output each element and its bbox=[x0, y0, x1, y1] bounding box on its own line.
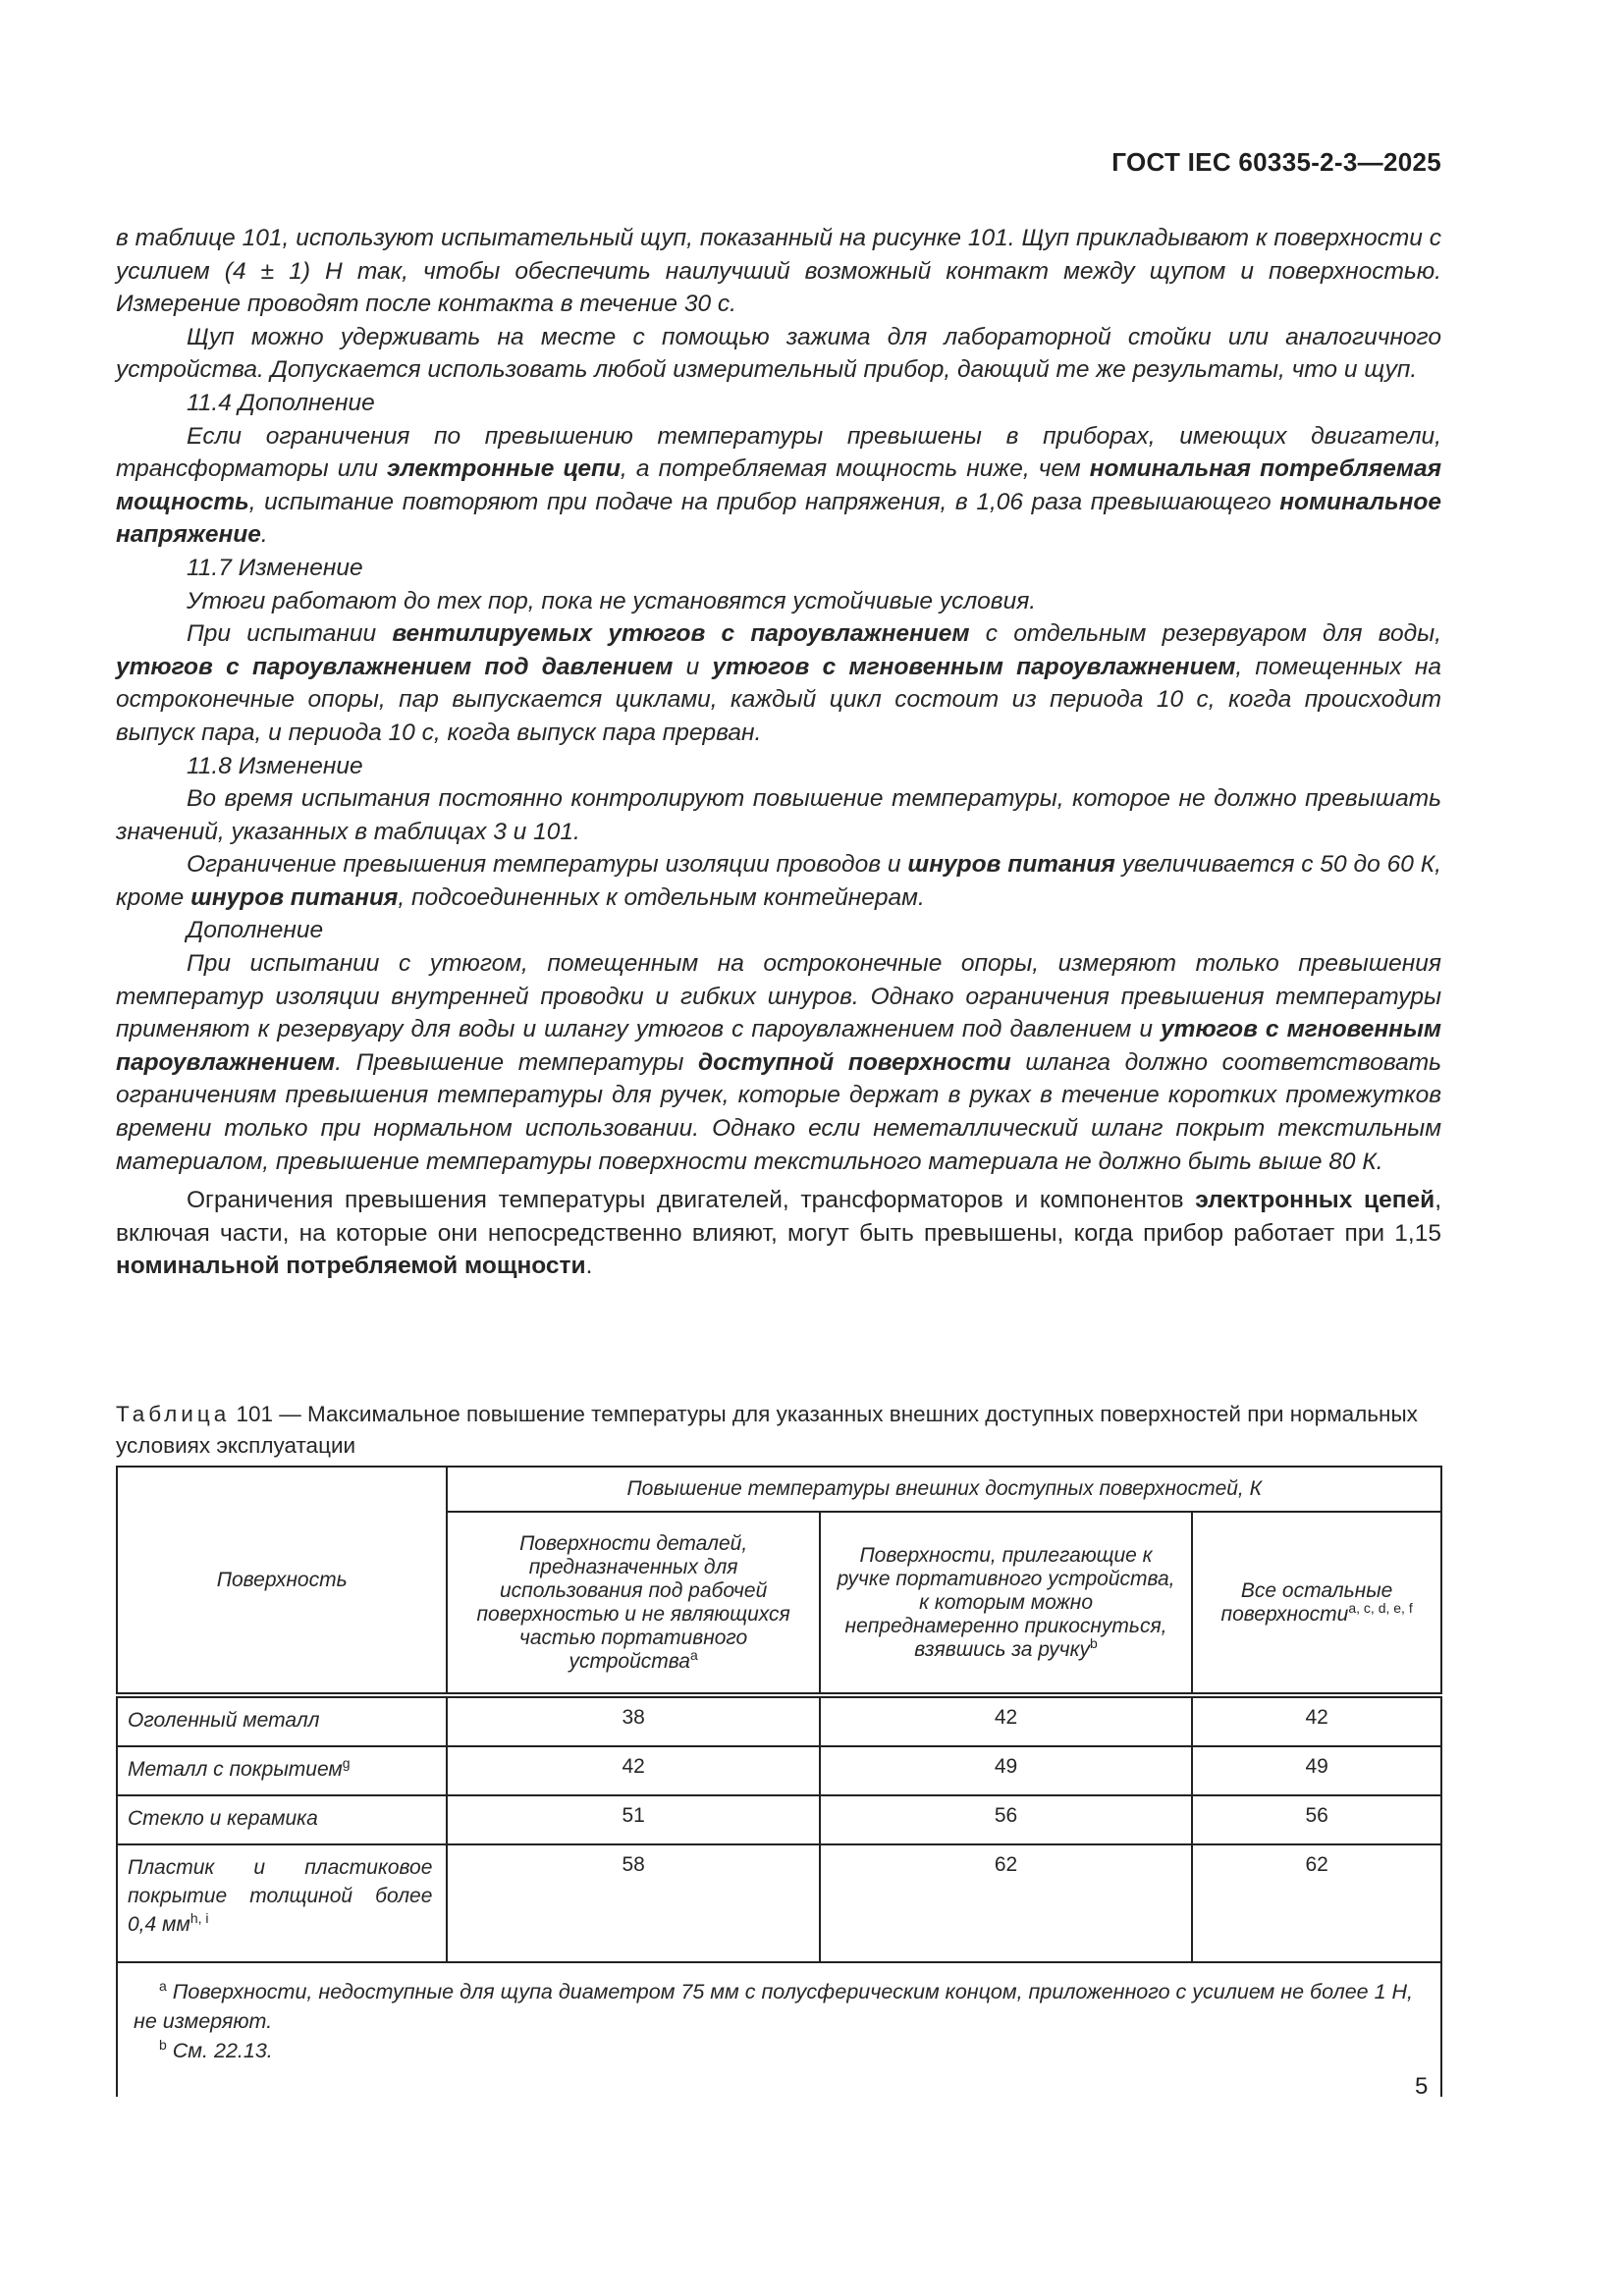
table-row bbox=[117, 1746, 1441, 1795]
section-heading-11-8: 11.8 Изменение bbox=[187, 752, 363, 779]
table-footnotes bbox=[117, 1962, 1441, 2097]
term-supply-cords: шнуров питания bbox=[907, 851, 1115, 879]
table-caption-number: 101 bbox=[236, 1402, 274, 1426]
cell-value: 42 bbox=[820, 1695, 1192, 1746]
term-electronic-circuits: электронные цепи bbox=[387, 455, 621, 483]
cell-value: 56 bbox=[1192, 1795, 1441, 1844]
term-vented-steam-irons: вентилируемых утюгов с пароувлажнением bbox=[392, 620, 970, 648]
paragraph-probe-application: в таблице 101, используют испытательный щуп, показанный на рисунке 101. Щуп прикладывают к поверхности с усилием (4 ± 1) Н так, чтобы обеспечить наилучший возможный контакт между щупом и поверхностью. Измерение проводят после контакта в течение 30 с. bbox=[116, 225, 1441, 318]
document-id-header: ГОСТ IEC 60335-2-3—2025 bbox=[1111, 147, 1441, 177]
cell-value: 51 bbox=[447, 1795, 819, 1844]
table-row bbox=[117, 1844, 1441, 1962]
paragraph-motor-limits: Ограничения превышения температуры двигателей, трансформаторов и компонентов электронных цепей, включая части, на которые они непосредственно влияют, могут быть превышены, когда прибор работает при 1,15 номинальной потребляемой мощности. bbox=[116, 1187, 1442, 1280]
term-electronic-circuits-2: электронных цепей bbox=[1195, 1187, 1435, 1214]
table-caption-label: Таблица bbox=[116, 1402, 231, 1426]
cell-value: 38 bbox=[447, 1695, 819, 1746]
paragraph-steam-cycles: При испытании вентилируемых утюгов с пароувлажнением с отдельным резервуаром для воды, утюгов с пароувлажнением под давлением и утюгов с мгновенным пароувлажнением, помещенных на остроконечные опоры, пар выпускается циклами, каждый цикл состоит из периода 10 с, когда происходит выпуск пара, и периода 10 с, когда выпуск пара прерван. bbox=[116, 620, 1442, 746]
header-col-adjacent-handle: Поверхности, прилегающие к ручке портативного устройства, к которым можно непреднамеренно прикоснуться, взявшись за ручку$^b$ bbox=[820, 1512, 1192, 1695]
term-accessible-surface: доступной поверхности bbox=[698, 1048, 1011, 1076]
footnote-b: $^b$ См. 22.13. bbox=[159, 2037, 273, 2062]
section-heading-11-7: 11.7 Изменение bbox=[187, 554, 363, 581]
paragraph-temperature-monitoring: Во время испытания постоянно контролируют повышение температуры, которое не должно превышать значений, указанных в таблицах 3 и 101. bbox=[116, 785, 1441, 845]
paragraph-pointed-supports: При испытании с утюгом, помещенным на остроконечные опоры, измеряют только превышения температур изоляции внутренней проводки и гибких шнуров. Однако ограничения превышения температуры применяют к резервуару для воды и шлангу утюгов с пароувлажнением под давлением и утюгов с мгновенным пароувлажнением. Превышение температуры доступной поверхности шланга должно соответствовать ограничениям превышения температуры для ручек, которые держат в руках в течение коротких промежутков времени только при нормальном использовании. Однако если неметаллический шланг покрыт текстильным материалом, превышение температуры поверхности текстильного материала не должно быть выше 80 К. bbox=[116, 950, 1442, 1175]
cell-value: 42 bbox=[447, 1746, 819, 1795]
row-surface-label: Оголенный металл bbox=[117, 1695, 447, 1746]
temperature-rise-table bbox=[116, 1466, 1442, 2097]
table-row bbox=[117, 1695, 1441, 1746]
term-rated-power-input-2: номинальной потребляемой мощности bbox=[116, 1253, 586, 1280]
paragraph-probe-holding: Щуп можно удерживать на месте с помощью зажима для лабораторной стойки или аналогичного устройства. Допускается использовать любой измерительный прибор, дающий те же результаты, что и щуп. bbox=[116, 323, 1441, 384]
section-heading-addition: Дополнение bbox=[187, 917, 324, 944]
paragraph-11-4: Если ограничения по превышению температуры превышены в приборах, имеющих двигатели, трансформаторы или электронные цепи, а потребляемая мощность ниже, чем номинальная потребляемая мощность, испытание повторяют при подаче на прибор напряжения, в 1,06 раза превышающего номинальное напряжение. bbox=[116, 422, 1442, 549]
section-heading-11-4: 11.4 Дополнение bbox=[187, 389, 375, 416]
page-number: 5 bbox=[1415, 2073, 1429, 2100]
term-instantaneous-steam-irons: утюгов с мгновенным пароувлажнением bbox=[712, 653, 1236, 680]
body-text bbox=[116, 222, 1441, 1283]
paragraph-irons-steady: Утюги работают до тех пор, пока не установятся устойчивые условия. bbox=[187, 587, 1037, 614]
cell-value: 49 bbox=[820, 1746, 1192, 1795]
term-rated-voltage: номинальное напряжение bbox=[116, 488, 1441, 549]
row-surface-label: Стекло и керамика bbox=[117, 1795, 447, 1844]
table-row bbox=[117, 1795, 1441, 1844]
table-caption-text: — Максимальное повышение температуры для указанных внешних доступных поверхностей при нормальных условиях эксплуатации bbox=[116, 1402, 1418, 1458]
cell-value: 49 bbox=[1192, 1746, 1441, 1795]
header-col-under-worksurface: Поверхности деталей, предназначенных для использования под рабочей поверхностью и не являющихся частью портативного устройства$^a$ bbox=[447, 1512, 819, 1695]
term-supply-cords-2: шнуров питания bbox=[190, 883, 399, 911]
cell-value: 42 bbox=[1192, 1695, 1441, 1746]
row-surface-label: Металл с покрытием$^g$ bbox=[117, 1746, 447, 1795]
term-pressurized-steam-irons: утюгов с пароувлажнением под давлением bbox=[116, 653, 674, 680]
footnote-a: $^a$ Поверхности, недоступные для щупа диаметром 75 мм с полусферическим концом, приложенного с усилием не более 1 Н, не измеряют. bbox=[134, 1978, 1414, 2033]
header-surface: Поверхность bbox=[117, 1467, 447, 1695]
paragraph-cord-insulation: Ограничение превышения температуры изоляции проводов и шнуров питания увеличивается с 50 до 60 К, кроме шнуров питания, подсоединенных к отдельным контейнерам. bbox=[116, 851, 1441, 911]
table-caption bbox=[116, 1399, 1441, 1462]
cell-value: 58 bbox=[447, 1844, 819, 1962]
term-instantaneous-steam-irons-2: утюгов с мгновенным пароувлажнением bbox=[116, 1016, 1441, 1076]
cell-value: 56 bbox=[820, 1795, 1192, 1844]
header-col-all-other: Все остальные поверхности$^{a, c, d, e, f}$ bbox=[1192, 1512, 1441, 1695]
table-header-row-1 bbox=[117, 1467, 1441, 1512]
cell-value: 62 bbox=[1192, 1844, 1441, 1962]
header-group-temperature-rise: Повышение температуры внешних доступных поверхностей, К bbox=[447, 1467, 1441, 1512]
row-surface-label: Пластик и пластиковое покрытие толщиной более 0,4 мм$^{h, i}$ bbox=[117, 1844, 447, 1962]
term-rated-power-input: номинальная потребляемая мощность bbox=[116, 455, 1442, 515]
cell-value: 62 bbox=[820, 1844, 1192, 1962]
